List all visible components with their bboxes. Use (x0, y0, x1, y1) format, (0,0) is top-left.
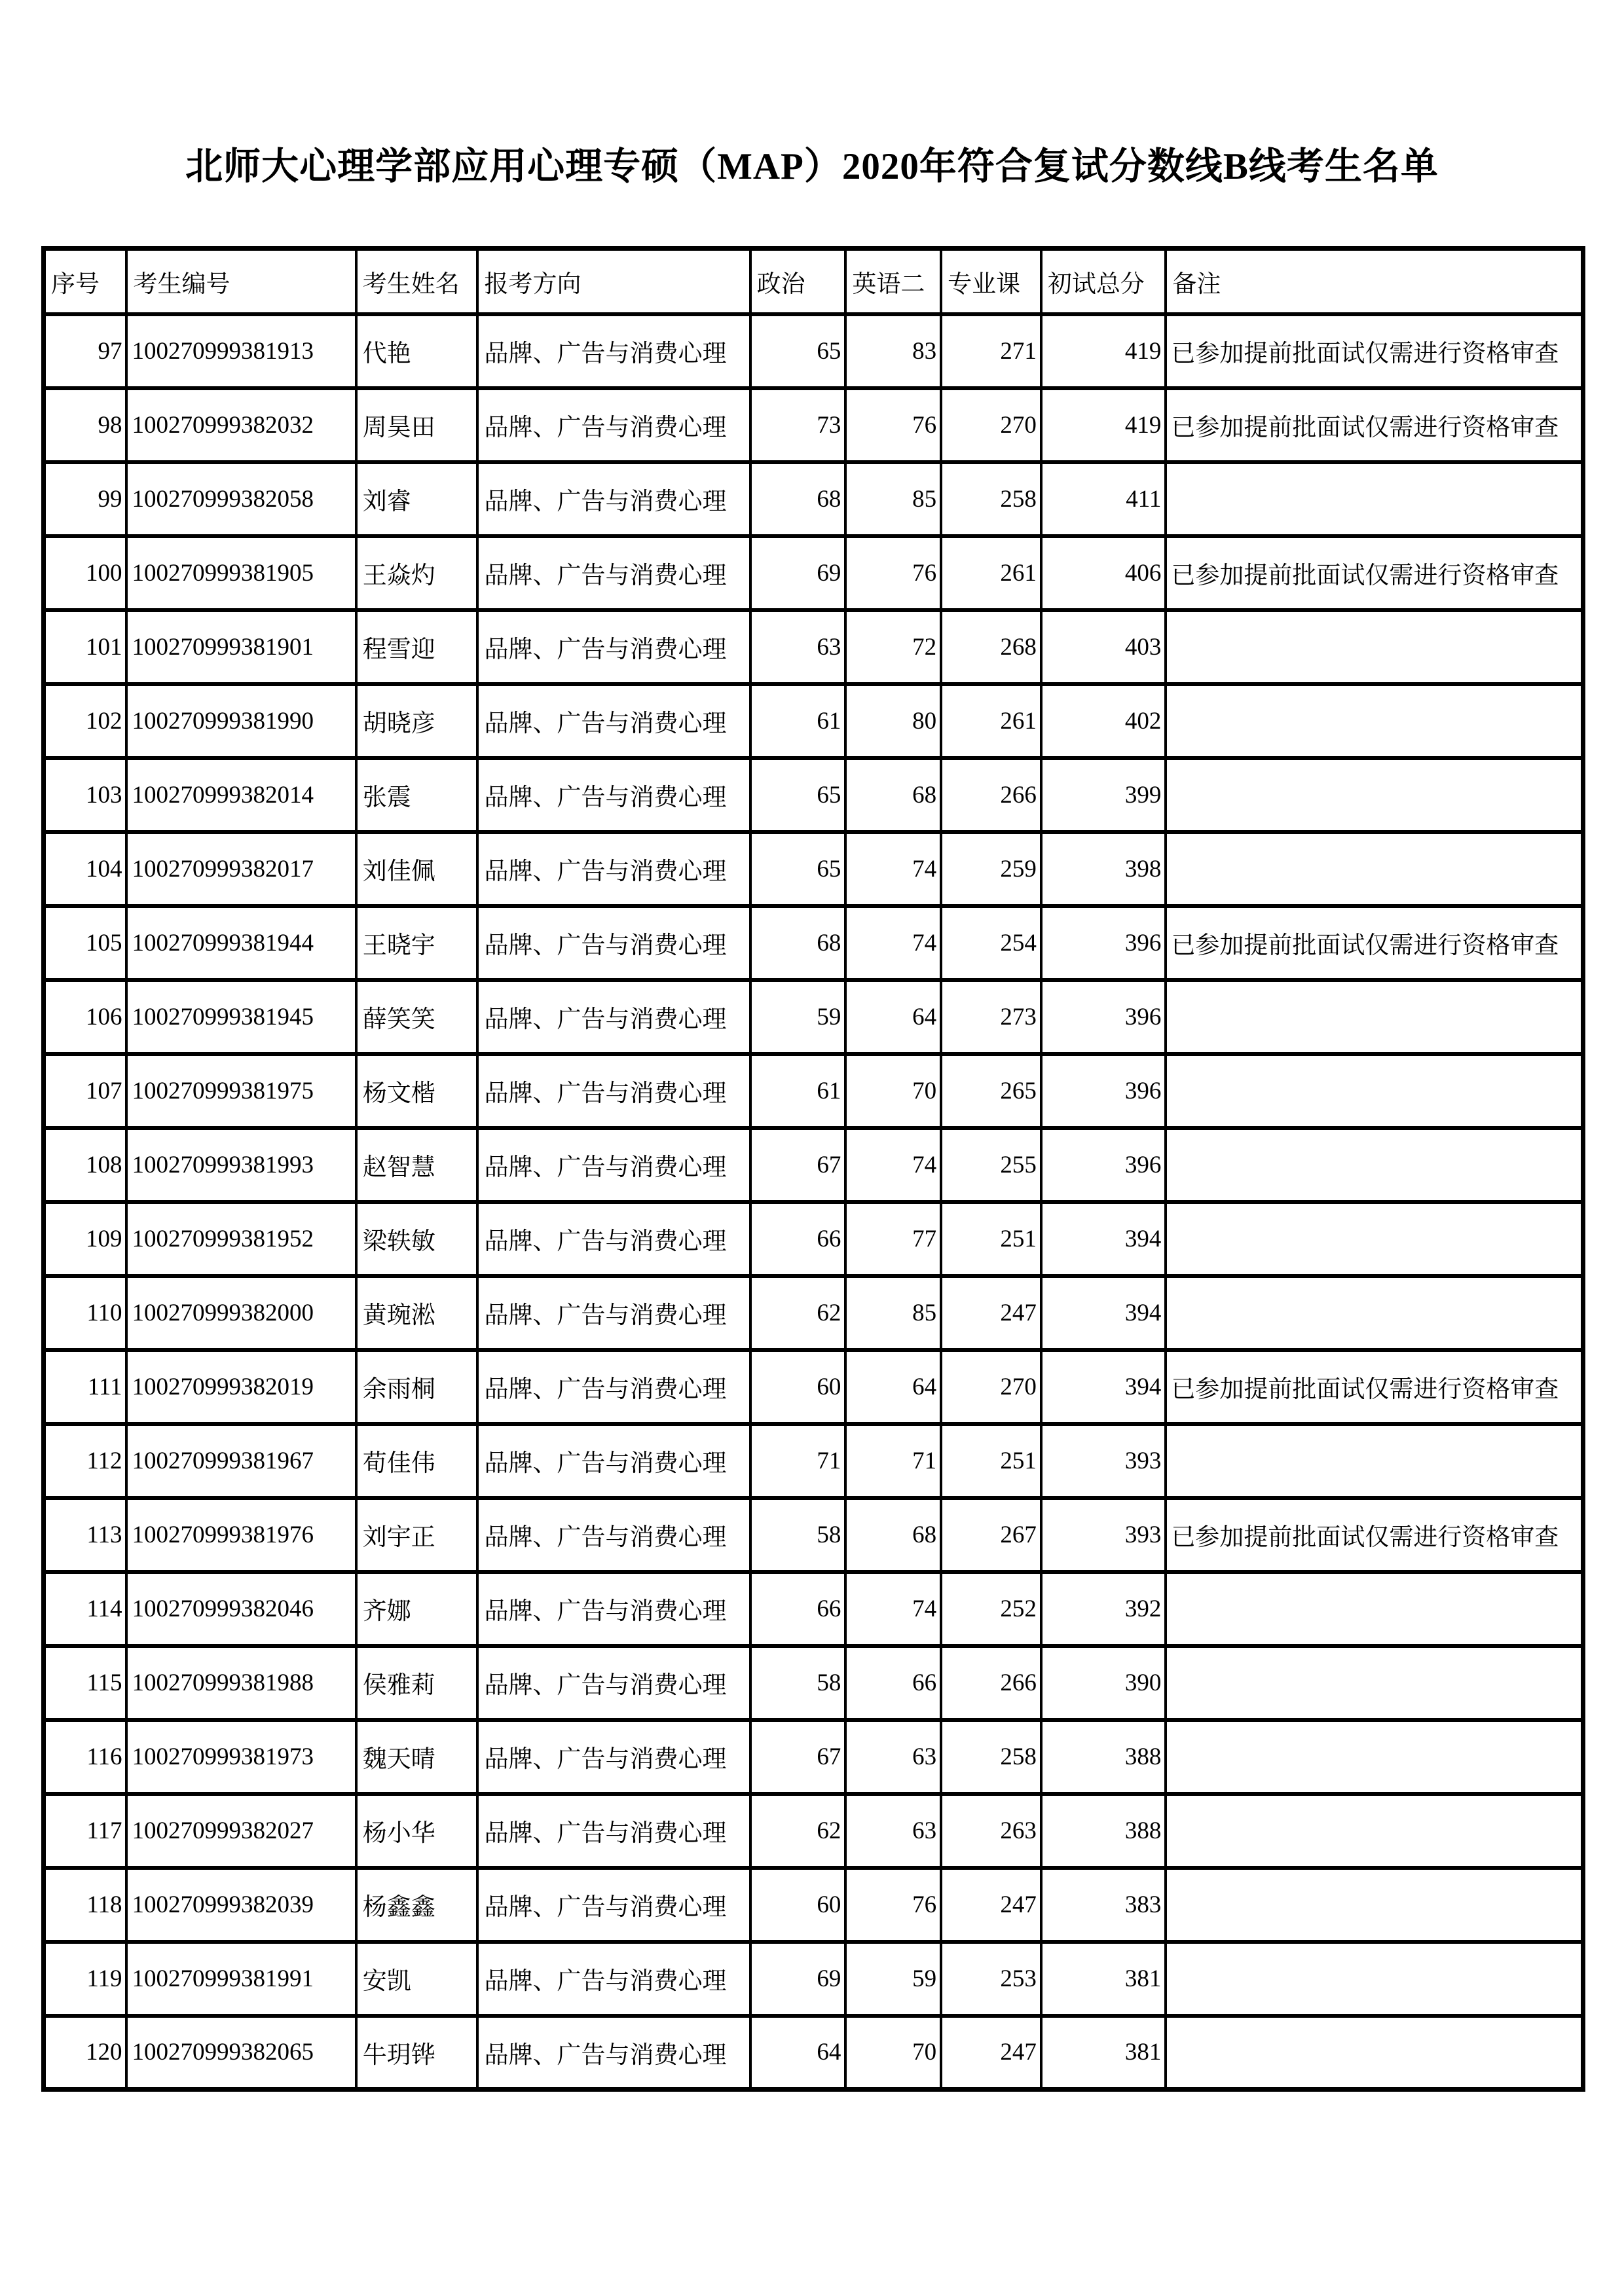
cell-candidate-id: 100270999381991 (126, 1942, 356, 2016)
table-row (44, 536, 1583, 610)
cell-remark (1166, 610, 1583, 684)
cell-politics: 65 (750, 314, 846, 388)
cell-total-score: 394 (1041, 1276, 1166, 1350)
cell-index: 116 (44, 1720, 127, 1794)
cell-politics: 60 (750, 1868, 846, 1942)
cell-candidate-name: 齐娜 (356, 1572, 478, 1646)
cell-remark (1166, 832, 1583, 906)
cell-major-course: 267 (941, 1498, 1041, 1572)
table-row (44, 1276, 1583, 1350)
cell-total-score: 393 (1041, 1498, 1166, 1572)
cell-english2: 76 (845, 536, 941, 610)
cell-index: 114 (44, 1572, 127, 1646)
cell-total-score: 396 (1041, 1054, 1166, 1128)
cell-english2: 74 (845, 1128, 941, 1202)
cell-candidate-id: 100270999382032 (126, 388, 356, 462)
cell-major-course: 254 (941, 906, 1041, 980)
cell-remark: 已参加提前批面试仅需进行资格审查 (1166, 906, 1583, 980)
cell-total-score: 398 (1041, 832, 1166, 906)
cell-major-direction: 品牌、广告与消费心理 (477, 1646, 750, 1720)
cell-english2: 85 (845, 1276, 941, 1350)
table-row (44, 1572, 1583, 1646)
cell-candidate-id: 100270999381901 (126, 610, 356, 684)
cell-candidate-name: 魏天晴 (356, 1720, 478, 1794)
cell-candidate-name: 牛玥铧 (356, 2016, 478, 2090)
cell-candidate-name: 杨小华 (356, 1794, 478, 1868)
cell-major-direction: 品牌、广告与消费心理 (477, 980, 750, 1054)
cell-major-course: 266 (941, 758, 1041, 832)
cell-major-direction: 品牌、广告与消费心理 (477, 906, 750, 980)
cell-index: 101 (44, 610, 127, 684)
cell-major-course: 253 (941, 1942, 1041, 2016)
cell-candidate-id: 100270999381913 (126, 314, 356, 388)
table-row (44, 1498, 1583, 1572)
header-major-direction: 报考方向 (477, 249, 750, 314)
header-major-course: 专业课 (941, 249, 1041, 314)
cell-english2: 72 (845, 610, 941, 684)
cell-total-score: 403 (1041, 610, 1166, 684)
cell-candidate-name: 刘宇正 (356, 1498, 478, 1572)
cell-candidate-id: 100270999381988 (126, 1646, 356, 1720)
cell-english2: 80 (845, 684, 941, 758)
cell-major-course: 263 (941, 1794, 1041, 1868)
table-header-row (44, 249, 1583, 314)
cell-candidate-name: 王焱灼 (356, 536, 478, 610)
candidates-table (41, 246, 1585, 2092)
table-row (44, 2016, 1583, 2090)
cell-major-course: 273 (941, 980, 1041, 1054)
cell-politics: 68 (750, 462, 846, 536)
cell-total-score: 406 (1041, 536, 1166, 610)
cell-index: 109 (44, 1202, 127, 1276)
cell-candidate-name: 黄琬淞 (356, 1276, 478, 1350)
cell-index: 105 (44, 906, 127, 980)
cell-index: 98 (44, 388, 127, 462)
cell-total-score: 388 (1041, 1794, 1166, 1868)
cell-major-direction: 品牌、广告与消费心理 (477, 1424, 750, 1498)
cell-index: 100 (44, 536, 127, 610)
table-row (44, 1794, 1583, 1868)
cell-major-direction: 品牌、广告与消费心理 (477, 536, 750, 610)
header-total-score: 初试总分 (1041, 249, 1166, 314)
cell-total-score: 390 (1041, 1646, 1166, 1720)
cell-english2: 76 (845, 388, 941, 462)
table-row (44, 832, 1583, 906)
cell-candidate-name: 薛笑笑 (356, 980, 478, 1054)
table-row (44, 1942, 1583, 2016)
cell-english2: 76 (845, 1868, 941, 1942)
header-english2: 英语二 (845, 249, 941, 314)
cell-major-course: 247 (941, 1276, 1041, 1350)
cell-politics: 68 (750, 906, 846, 980)
cell-major-direction: 品牌、广告与消费心理 (477, 388, 750, 462)
cell-major-course: 271 (941, 314, 1041, 388)
cell-remark (1166, 684, 1583, 758)
cell-major-course: 259 (941, 832, 1041, 906)
cell-index: 115 (44, 1646, 127, 1720)
cell-remark: 已参加提前批面试仅需进行资格审查 (1166, 1498, 1583, 1572)
table-row (44, 684, 1583, 758)
cell-total-score: 381 (1041, 1942, 1166, 2016)
cell-candidate-id: 100270999381975 (126, 1054, 356, 1128)
cell-index: 106 (44, 980, 127, 1054)
cell-english2: 71 (845, 1424, 941, 1498)
cell-major-direction: 品牌、广告与消费心理 (477, 1868, 750, 1942)
cell-total-score: 392 (1041, 1572, 1166, 1646)
cell-index: 120 (44, 2016, 127, 2090)
cell-remark (1166, 1646, 1583, 1720)
cell-politics: 73 (750, 388, 846, 462)
cell-total-score: 393 (1041, 1424, 1166, 1498)
cell-candidate-name: 余雨桐 (356, 1350, 478, 1424)
cell-politics: 67 (750, 1720, 846, 1794)
header-candidate-name: 考生姓名 (356, 249, 478, 314)
cell-remark (1166, 980, 1583, 1054)
cell-politics: 58 (750, 1646, 846, 1720)
cell-politics: 60 (750, 1350, 846, 1424)
header-remark: 备注 (1166, 249, 1583, 314)
cell-candidate-id: 100270999381905 (126, 536, 356, 610)
cell-major-direction: 品牌、广告与消费心理 (477, 758, 750, 832)
cell-candidate-name: 胡晓彦 (356, 684, 478, 758)
cell-candidate-id: 100270999381944 (126, 906, 356, 980)
cell-total-score: 402 (1041, 684, 1166, 758)
table-row (44, 1202, 1583, 1276)
cell-candidate-id: 100270999381945 (126, 980, 356, 1054)
cell-index: 107 (44, 1054, 127, 1128)
cell-remark (1166, 462, 1583, 536)
table-row (44, 388, 1583, 462)
cell-major-direction: 品牌、广告与消费心理 (477, 1054, 750, 1128)
cell-candidate-name: 张震 (356, 758, 478, 832)
cell-total-score: 411 (1041, 462, 1166, 536)
cell-remark: 已参加提前批面试仅需进行资格审查 (1166, 388, 1583, 462)
cell-english2: 70 (845, 1054, 941, 1128)
cell-major-course: 255 (941, 1128, 1041, 1202)
cell-politics: 62 (750, 1276, 846, 1350)
cell-index: 102 (44, 684, 127, 758)
cell-major-course: 265 (941, 1054, 1041, 1128)
cell-remark (1166, 1054, 1583, 1128)
cell-major-course: 270 (941, 388, 1041, 462)
cell-english2: 66 (845, 1646, 941, 1720)
cell-candidate-name: 刘佳佩 (356, 832, 478, 906)
cell-english2: 63 (845, 1794, 941, 1868)
cell-major-direction: 品牌、广告与消费心理 (477, 462, 750, 536)
table-row (44, 980, 1583, 1054)
cell-candidate-id: 100270999381967 (126, 1424, 356, 1498)
cell-politics: 65 (750, 832, 846, 906)
table-row (44, 462, 1583, 536)
cell-major-course: 252 (941, 1572, 1041, 1646)
cell-total-score: 396 (1041, 906, 1166, 980)
cell-candidate-id: 100270999382019 (126, 1350, 356, 1424)
cell-major-direction: 品牌、广告与消费心理 (477, 314, 750, 388)
cell-major-direction: 品牌、广告与消费心理 (477, 1720, 750, 1794)
table-row (44, 1350, 1583, 1424)
cell-politics: 69 (750, 1942, 846, 2016)
cell-candidate-id: 100270999381952 (126, 1202, 356, 1276)
cell-remark: 已参加提前批面试仅需进行资格审查 (1166, 314, 1583, 388)
cell-politics: 66 (750, 1572, 846, 1646)
cell-english2: 74 (845, 832, 941, 906)
cell-politics: 67 (750, 1128, 846, 1202)
table-row (44, 314, 1583, 388)
cell-candidate-id: 100270999382017 (126, 832, 356, 906)
cell-politics: 66 (750, 1202, 846, 1276)
cell-politics: 69 (750, 536, 846, 610)
cell-total-score: 394 (1041, 1350, 1166, 1424)
cell-total-score: 396 (1041, 1128, 1166, 1202)
cell-major-course: 247 (941, 2016, 1041, 2090)
cell-politics: 63 (750, 610, 846, 684)
cell-english2: 85 (845, 462, 941, 536)
cell-remark (1166, 1794, 1583, 1868)
cell-candidate-name: 刘睿 (356, 462, 478, 536)
cell-candidate-id: 100270999382039 (126, 1868, 356, 1942)
candidates-table-body (44, 314, 1583, 2090)
cell-politics: 59 (750, 980, 846, 1054)
cell-politics: 58 (750, 1498, 846, 1572)
cell-remark (1166, 1424, 1583, 1498)
header-candidate-id: 考生编号 (126, 249, 356, 314)
cell-total-score: 388 (1041, 1720, 1166, 1794)
cell-major-direction: 品牌、广告与消费心理 (477, 684, 750, 758)
cell-index: 111 (44, 1350, 127, 1424)
cell-index: 112 (44, 1424, 127, 1498)
cell-total-score: 419 (1041, 314, 1166, 388)
table-row (44, 906, 1583, 980)
cell-major-direction: 品牌、广告与消费心理 (477, 610, 750, 684)
cell-index: 99 (44, 462, 127, 536)
cell-politics: 65 (750, 758, 846, 832)
cell-candidate-id: 100270999382065 (126, 2016, 356, 2090)
cell-politics: 61 (750, 684, 846, 758)
cell-index: 97 (44, 314, 127, 388)
cell-major-course: 258 (941, 462, 1041, 536)
table-row (44, 758, 1583, 832)
cell-index: 104 (44, 832, 127, 906)
cell-candidate-name: 杨文楷 (356, 1054, 478, 1128)
cell-major-course: 258 (941, 1720, 1041, 1794)
cell-remark (1166, 1942, 1583, 2016)
cell-candidate-id: 100270999381990 (126, 684, 356, 758)
header-index: 序号 (44, 249, 127, 314)
table-row (44, 610, 1583, 684)
table-row (44, 1720, 1583, 1794)
cell-major-course: 261 (941, 684, 1041, 758)
cell-candidate-name: 赵智慧 (356, 1128, 478, 1202)
cell-remark: 已参加提前批面试仅需进行资格审查 (1166, 536, 1583, 610)
cell-remark (1166, 1720, 1583, 1794)
table-row (44, 1128, 1583, 1202)
cell-english2: 59 (845, 1942, 941, 2016)
cell-major-direction: 品牌、广告与消费心理 (477, 1350, 750, 1424)
cell-index: 103 (44, 758, 127, 832)
cell-major-course: 261 (941, 536, 1041, 610)
cell-english2: 74 (845, 1572, 941, 1646)
cell-candidate-name: 侯雅莉 (356, 1646, 478, 1720)
cell-candidate-id: 100270999382027 (126, 1794, 356, 1868)
cell-major-direction: 品牌、广告与消费心理 (477, 1942, 750, 2016)
cell-candidate-id: 100270999382058 (126, 462, 356, 536)
cell-index: 108 (44, 1128, 127, 1202)
cell-english2: 74 (845, 906, 941, 980)
cell-candidate-name: 代艳 (356, 314, 478, 388)
cell-major-course: 247 (941, 1868, 1041, 1942)
cell-candidate-name: 梁轶敏 (356, 1202, 478, 1276)
cell-english2: 83 (845, 314, 941, 388)
cell-major-direction: 品牌、广告与消费心理 (477, 1794, 750, 1868)
cell-politics: 71 (750, 1424, 846, 1498)
cell-remark (1166, 1202, 1583, 1276)
cell-index: 113 (44, 1498, 127, 1572)
table-row (44, 1424, 1583, 1498)
cell-index: 117 (44, 1794, 127, 1868)
cell-candidate-name: 周昊田 (356, 388, 478, 462)
cell-major-direction: 品牌、广告与消费心理 (477, 1276, 750, 1350)
cell-remark (1166, 1276, 1583, 1350)
cell-candidate-id: 100270999381973 (126, 1720, 356, 1794)
cell-candidate-id: 100270999382014 (126, 758, 356, 832)
cell-candidate-id: 100270999382046 (126, 1572, 356, 1646)
cell-total-score: 381 (1041, 2016, 1166, 2090)
cell-english2: 63 (845, 1720, 941, 1794)
cell-candidate-name: 杨鑫鑫 (356, 1868, 478, 1942)
cell-politics: 61 (750, 1054, 846, 1128)
cell-candidate-id: 100270999381976 (126, 1498, 356, 1572)
cell-candidate-name: 程雪迎 (356, 610, 478, 684)
cell-major-course: 270 (941, 1350, 1041, 1424)
cell-english2: 68 (845, 1498, 941, 1572)
cell-candidate-name: 安凯 (356, 1942, 478, 2016)
cell-major-direction: 品牌、广告与消费心理 (477, 1572, 750, 1646)
cell-index: 110 (44, 1276, 127, 1350)
cell-total-score: 383 (1041, 1868, 1166, 1942)
cell-remark (1166, 1128, 1583, 1202)
cell-candidate-id: 100270999382000 (126, 1276, 356, 1350)
cell-major-course: 251 (941, 1424, 1041, 1498)
cell-remark (1166, 1572, 1583, 1646)
cell-english2: 77 (845, 1202, 941, 1276)
cell-english2: 64 (845, 1350, 941, 1424)
cell-major-direction: 品牌、广告与消费心理 (477, 2016, 750, 2090)
cell-total-score: 396 (1041, 980, 1166, 1054)
cell-candidate-name: 荀佳伟 (356, 1424, 478, 1498)
table-row (44, 1868, 1583, 1942)
cell-total-score: 394 (1041, 1202, 1166, 1276)
cell-politics: 62 (750, 1794, 846, 1868)
cell-candidate-name: 王晓宇 (356, 906, 478, 980)
cell-index: 119 (44, 1942, 127, 2016)
cell-major-direction: 品牌、广告与消费心理 (477, 832, 750, 906)
header-politics: 政治 (750, 249, 846, 314)
cell-major-course: 266 (941, 1646, 1041, 1720)
table-row (44, 1646, 1583, 1720)
table-row (44, 1054, 1583, 1128)
cell-total-score: 419 (1041, 388, 1166, 462)
cell-politics: 64 (750, 2016, 846, 2090)
cell-remark (1166, 2016, 1583, 2090)
cell-major-direction: 品牌、广告与消费心理 (477, 1498, 750, 1572)
cell-remark: 已参加提前批面试仅需进行资格审查 (1166, 1350, 1583, 1424)
cell-major-direction: 品牌、广告与消费心理 (477, 1202, 750, 1276)
cell-index: 118 (44, 1868, 127, 1942)
cell-english2: 70 (845, 2016, 941, 2090)
page-title: 北师大心理学部应用心理专硕（MAP）2020年符合复试分数线B线考生名单 (185, 146, 1439, 187)
cell-total-score: 399 (1041, 758, 1166, 832)
cell-english2: 64 (845, 980, 941, 1054)
cell-major-course: 251 (941, 1202, 1041, 1276)
cell-major-course: 268 (941, 610, 1041, 684)
cell-remark (1166, 1868, 1583, 1942)
cell-english2: 68 (845, 758, 941, 832)
cell-major-direction: 品牌、广告与消费心理 (477, 1128, 750, 1202)
cell-remark (1166, 758, 1583, 832)
cell-candidate-id: 100270999381993 (126, 1128, 356, 1202)
